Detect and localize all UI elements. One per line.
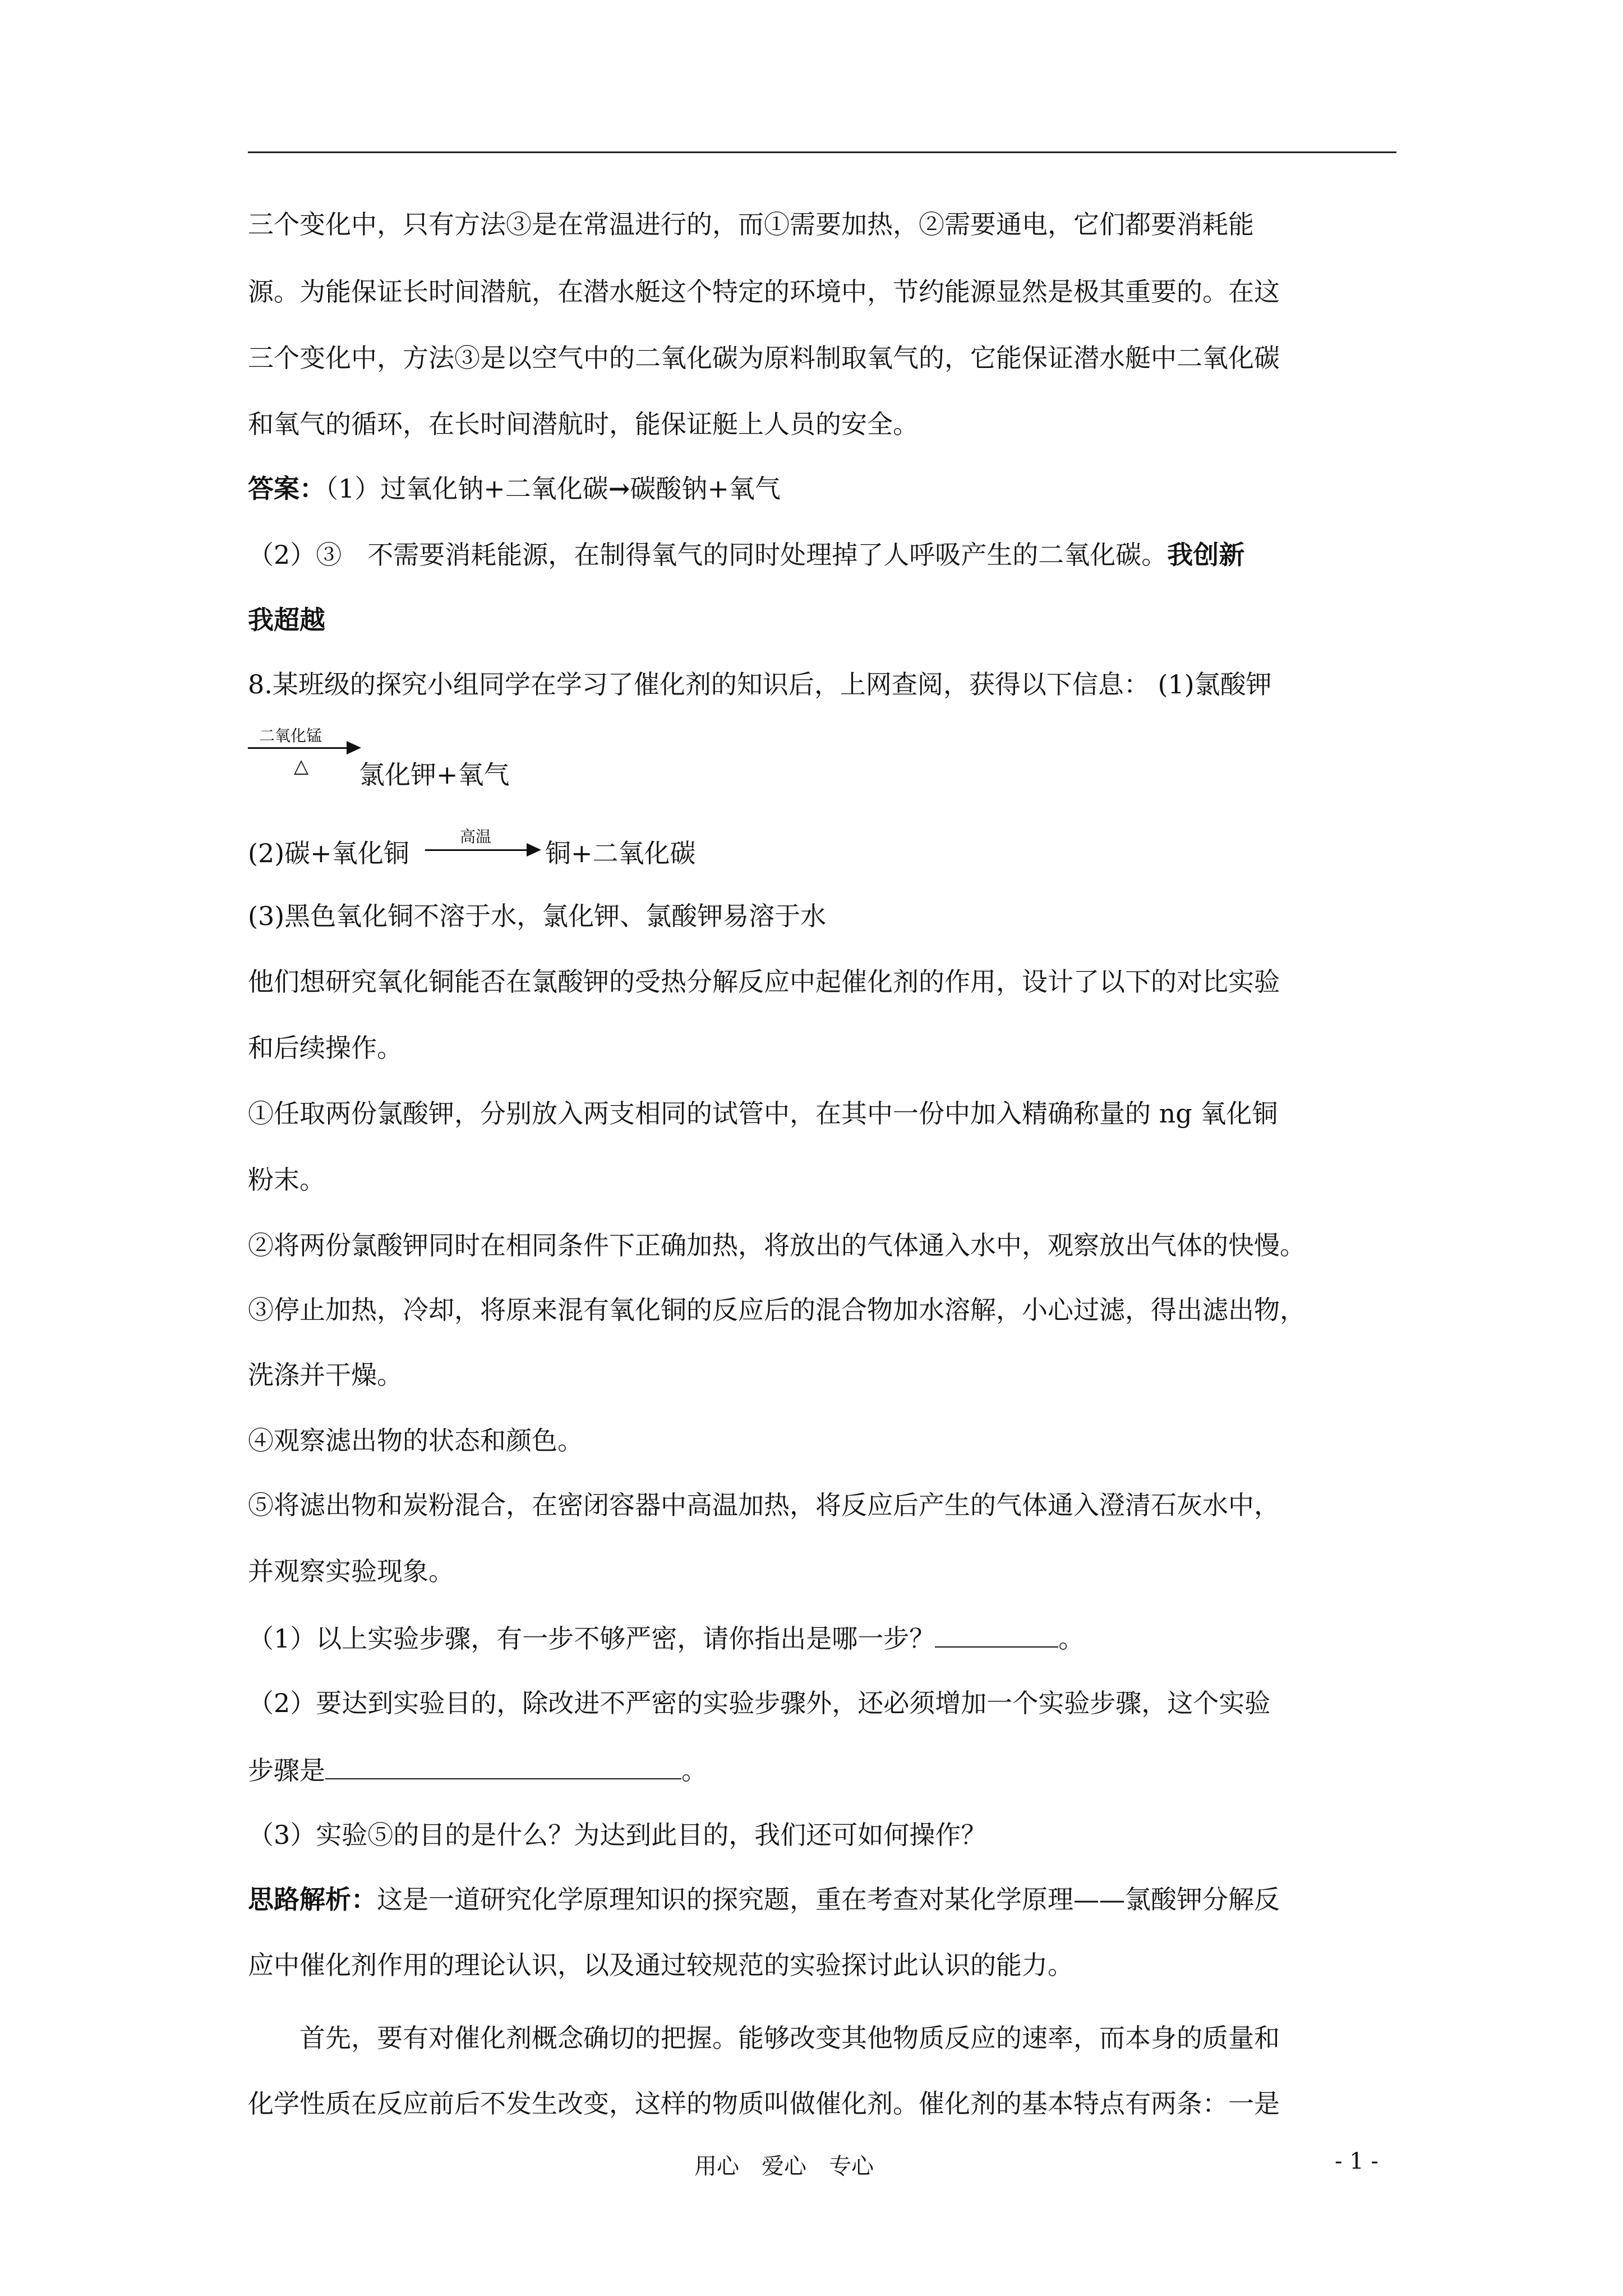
answer-2-text: （2）③ 不需要消耗能源，在制得氧气的同时处理掉了人呼吸产生的二氧化碳。 [248,540,1168,570]
step-1-cont: 粉末。 [248,1165,325,1195]
answer-1-products: 碳酸钠+氧气 [630,473,781,504]
question-3: （3）实验⑤的目的是什么？为达到此目的，我们还可如何操作？ [248,1820,987,1850]
answer-blank[interactable] [935,1624,1058,1648]
footer-motto: 用心 爱心 专心 [694,2154,874,2179]
question-2: （2）要达到实验目的，除改进不严密的实验步骤外，还必须增加一个实验步骤，这个实验 [248,1688,1271,1718]
heat-symbol: △ [294,755,309,777]
step-4: ④观察滤出物的状态和颜色。 [248,1425,583,1456]
step-2: ②将两份氯酸钾同时在相同条件下正确加热，将放出的气体通入水中，观察放出气体的快慢。 [248,1230,1306,1260]
step-3: ③停止加热，冷却，将原来混有氧化铜的反应后的混合物加水溶解，小心过滤，得出滤出物， [248,1295,1306,1325]
arrow-head-icon [527,843,541,857]
answer-label: 答案： [248,473,325,504]
arrow-icon: → [608,473,630,504]
page-number: - 1 - [1335,2148,1378,2174]
section-title-part1: 我创新 [1167,540,1245,570]
equation-2-products: 铜+二氧化碳 [545,838,696,868]
condition-label: 高温 [460,827,492,846]
intro-line: 和后续操作。 [248,1033,403,1063]
header-rule [248,151,1396,153]
text-line: 源。为能保证长时间潜航，在潜水艇这个特定的环境中，节约能源显然是极其重要的。在这 [248,277,1280,307]
question-1 [248,1623,1396,1654]
step-3-cont: 洗涤并干燥。 [248,1360,403,1390]
equation-1-products: 氯化钾+氧气 [359,760,510,790]
catalyst-label: 二氧化锰 [259,726,322,745]
step-5-cont: 并观察实验现象。 [248,1556,454,1586]
arrow-head-icon [347,741,361,754]
intro-line: 他们想研究氧化铜能否在氯酸钾的受热分解反应中起催化剂的作用，设计了以下的对比实验 [248,967,1280,997]
equation-2-reactants: (2)碳+氧化铜 [248,838,409,868]
answer-line-2 [248,542,1396,568]
section-title-part2: 我超越 [248,605,325,635]
answer-blank[interactable] [325,1756,681,1779]
equation-2-arrow [425,825,543,864]
question-2-cont [248,1755,1396,1786]
arrow-shaft [248,747,349,749]
paragraph-line: 首先，要有对催化剂概念确切的把握。能够改变其他物质反应的速率，而本身的质量和 [299,2023,1280,2053]
answer-1-reactants: （1）过氧化钠+二氧化碳 [325,473,608,504]
analysis-text: 这是一道研究化学原理知识的探究题，重在考查对某化学原理——氯酸钾分解反 [377,1884,1280,1915]
text-line: 和氧气的循环，在长时间潜航时，能保证艇上人员的安全。 [248,409,919,439]
text-line: 三个变化中，只有方法③是在常温进行的，而①需要加热，②需要通电，它们都要消耗能 [248,209,1254,240]
equation-1-arrow [248,724,360,785]
analysis-line-2: 应中催化剂作用的理论认识，以及通过较规范的实验探讨此认识的能力。 [248,1950,1073,1980]
question-8-intro: 8.某班级的探究小组同学在学习了催化剂的知识后，上网查阅，获得以下信息： (1)氯酸钾 [248,669,1272,700]
question-1-end: 。 [1058,1623,1085,1654]
step-1: ①任取两份氯酸钾，分别放入两支相同的试管中，在其中一份中加入精确称量的 ng 氧化铜 [248,1098,1278,1129]
step-5: ⑤将滤出物和炭粉混合，在密闭容器中高温加热，将反应后产生的气体通入澄清石灰水中， [248,1490,1280,1520]
text-line: 三个变化中，方法③是以空气中的二氧化碳为原料制取氧气的，它能保证潜水艇中二氧化碳 [248,343,1280,373]
question-1-text: （1）以上实验步骤，有一步不够严密，请你指出是哪一步？ [248,1623,935,1654]
analysis-line-1 [248,1884,1396,1915]
answer-line-1 [248,473,1396,504]
paragraph-line: 化学性质在反应前后不发生改变，这样的物质叫做催化剂。催化剂的基本特点有两条：一是 [248,2088,1280,2119]
arrow-shaft [425,849,529,851]
question-2-text: 步骤是 [248,1755,325,1786]
info-3: (3)黑色氧化铜不溶于水，氯化钾、氯酸钾易溶于水 [248,901,827,931]
question-2-end: 。 [681,1755,707,1786]
analysis-label: 思路解析： [248,1884,377,1915]
